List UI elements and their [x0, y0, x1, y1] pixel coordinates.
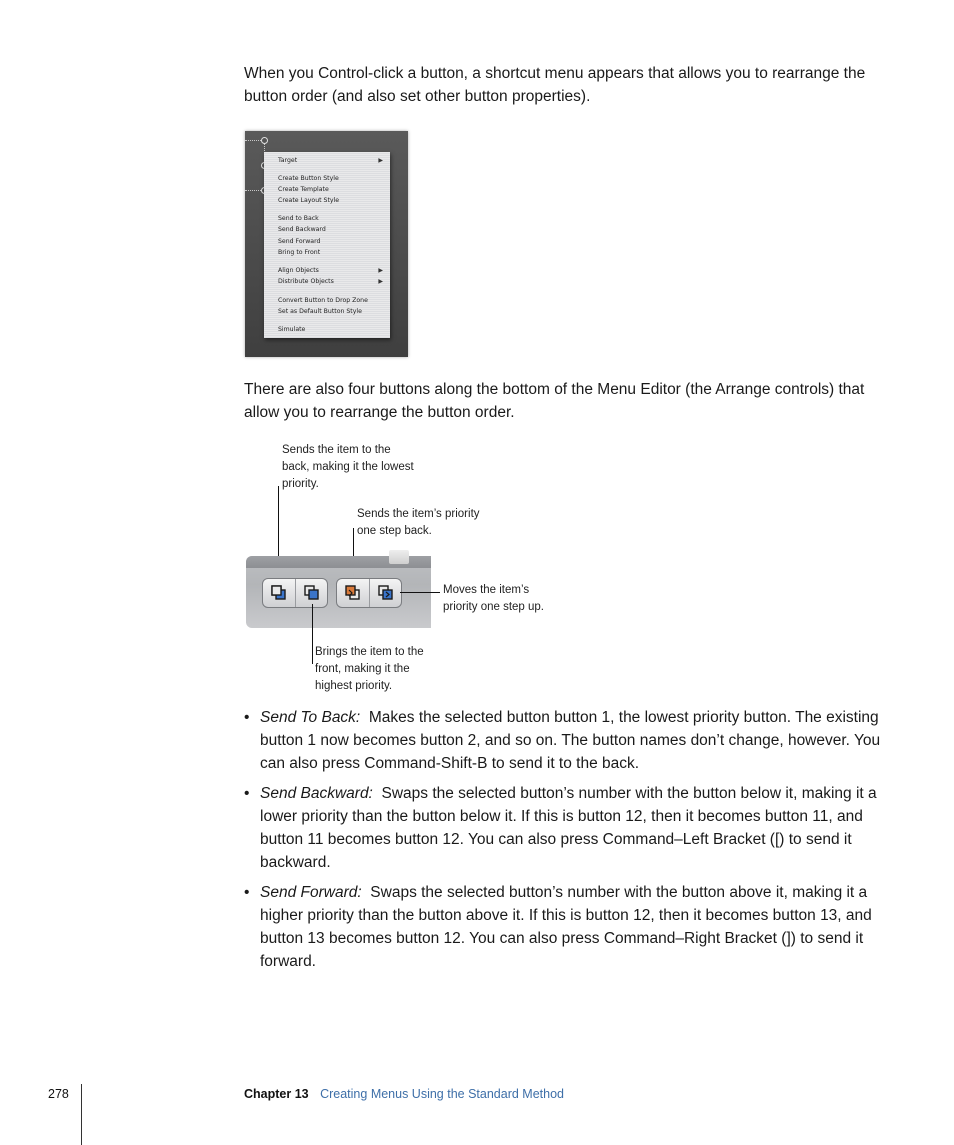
menu-item-label: Target	[278, 157, 298, 164]
menu-item-send-forward[interactable]	[278, 237, 386, 246]
bring-to-front-button[interactable]	[295, 579, 328, 607]
menu-item-label: Send Backward	[278, 226, 326, 233]
context-menu	[264, 152, 390, 338]
menu-item-distribute-objects[interactable]	[278, 277, 386, 286]
menu-item-label: Create Button Style	[278, 175, 339, 182]
submenu-arrow-icon: ▶	[378, 278, 383, 285]
running-footer	[244, 1087, 564, 1101]
menu-item-target[interactable]	[278, 156, 386, 165]
callout-send-forward	[443, 582, 544, 616]
arrange-group-left	[262, 578, 328, 608]
callout-line: one step back.	[357, 525, 432, 537]
bullet: •	[244, 884, 250, 901]
send-forward-button[interactable]	[369, 579, 402, 607]
bullet-text: Makes the selected button button 1, the lowest priority button. The existing button 1 now becomes button 2, and so on. The button names don’t change, however. You can also press Command-Shift-B to send it to the back.	[260, 709, 881, 772]
menu-item-label: Convert Button to Drop Zone	[278, 297, 368, 304]
send-backward-icon	[344, 584, 362, 602]
bullet-term: Send Forward:	[260, 884, 362, 901]
bullet-text: Swaps the selected button’s number with the button below it, making it a lower priority than the button below it. If this is button 12, then it becomes button 11, and button 11 becomes button 12. You can also press Command–Left Bracket ([) to send it backward.	[260, 785, 877, 871]
list-item	[244, 706, 884, 775]
callout-line: Sends the item’s priority	[357, 508, 480, 520]
callout-line: front, making it the	[315, 663, 410, 675]
menu-item-bring-to-front[interactable]	[278, 248, 386, 257]
menu-item-create-template[interactable]	[278, 185, 386, 194]
menu-item-label: Send to Back	[278, 215, 319, 222]
callout-bring-to-front	[315, 644, 424, 695]
menu-item-label: Align Objects	[278, 267, 319, 274]
menu-item-label: Simulate	[278, 326, 306, 333]
submenu-arrow-icon: ▶	[378, 157, 383, 164]
arrange-intro-paragraph: There are also four buttons along the bottom of the Menu Editor (the Arrange controls) that allow you to rearrange the button order.	[244, 381, 865, 421]
leader-line	[312, 604, 313, 664]
menu-item-convert-to-drop-zone[interactable]	[278, 296, 386, 305]
submenu-arrow-icon: ▶	[378, 267, 383, 274]
list-item	[244, 782, 884, 874]
bullet-term: Send To Back:	[260, 709, 361, 726]
chapter-label: Chapter 13	[244, 1087, 309, 1101]
editor-tab	[389, 550, 409, 564]
menu-item-label: Create Layout Style	[278, 197, 340, 204]
menu-item-send-to-back[interactable]	[278, 214, 386, 223]
intro-paragraph: When you Control-click a button, a shortcut menu appears that allows you to rearrange the button order (and also set other button properties).	[244, 65, 866, 105]
callout-send-backward	[357, 506, 480, 540]
menu-item-create-button-style[interactable]	[278, 174, 386, 183]
menu-item-align-objects[interactable]	[278, 266, 386, 275]
menu-item-send-backward[interactable]	[278, 225, 386, 234]
bring-to-front-icon	[303, 584, 321, 602]
bullet-text: Swaps the selected button’s number with the button above it, making it a higher priority than the button above it. If this is button 12, then it becomes button 13, and button 13 becomes button 12. You can also press Command–Right Bracket (]) to send it forward.	[260, 884, 872, 970]
bullet-term: Send Backward:	[260, 785, 373, 802]
menu-item-label: Bring to Front	[278, 249, 321, 256]
callout-line: Sends the item to the	[282, 444, 391, 456]
bullet: •	[244, 785, 250, 802]
bullet: •	[244, 709, 250, 726]
send-to-back-icon	[270, 584, 288, 602]
handle-icon	[261, 137, 268, 144]
menu-item-simulate[interactable]	[278, 325, 386, 334]
send-forward-icon	[377, 584, 395, 602]
chapter-title-link[interactable]: Creating Menus Using the Standard Method	[320, 1087, 564, 1101]
callout-send-to-back	[282, 442, 414, 493]
callout-line: priority.	[282, 478, 319, 490]
footer-divider	[81, 1084, 82, 1145]
menu-item-label: Create Template	[278, 186, 329, 193]
callout-line: back, making it the lowest	[282, 461, 414, 473]
shortcut-menu-screenshot	[245, 131, 408, 357]
list-item	[244, 881, 884, 973]
page-number: 278	[48, 1087, 69, 1101]
arrange-group-right	[336, 578, 402, 608]
menu-item-create-layout-style[interactable]	[278, 196, 386, 205]
menu-item-set-default-button-style[interactable]	[278, 307, 386, 316]
send-backward-button[interactable]	[337, 579, 369, 607]
menu-item-label: Set as Default Button Style	[278, 308, 362, 315]
callout-line: highest priority.	[315, 680, 393, 692]
menu-item-label: Send Forward	[278, 238, 321, 245]
leader-line	[400, 592, 440, 593]
send-to-back-button[interactable]	[263, 579, 295, 607]
callout-line: Moves the item’s	[443, 584, 530, 596]
menu-item-label: Distribute Objects	[278, 278, 334, 285]
callout-line: Brings the item to the	[315, 646, 424, 658]
callout-line: priority one step up.	[443, 601, 545, 613]
arrange-options-list	[244, 706, 884, 980]
